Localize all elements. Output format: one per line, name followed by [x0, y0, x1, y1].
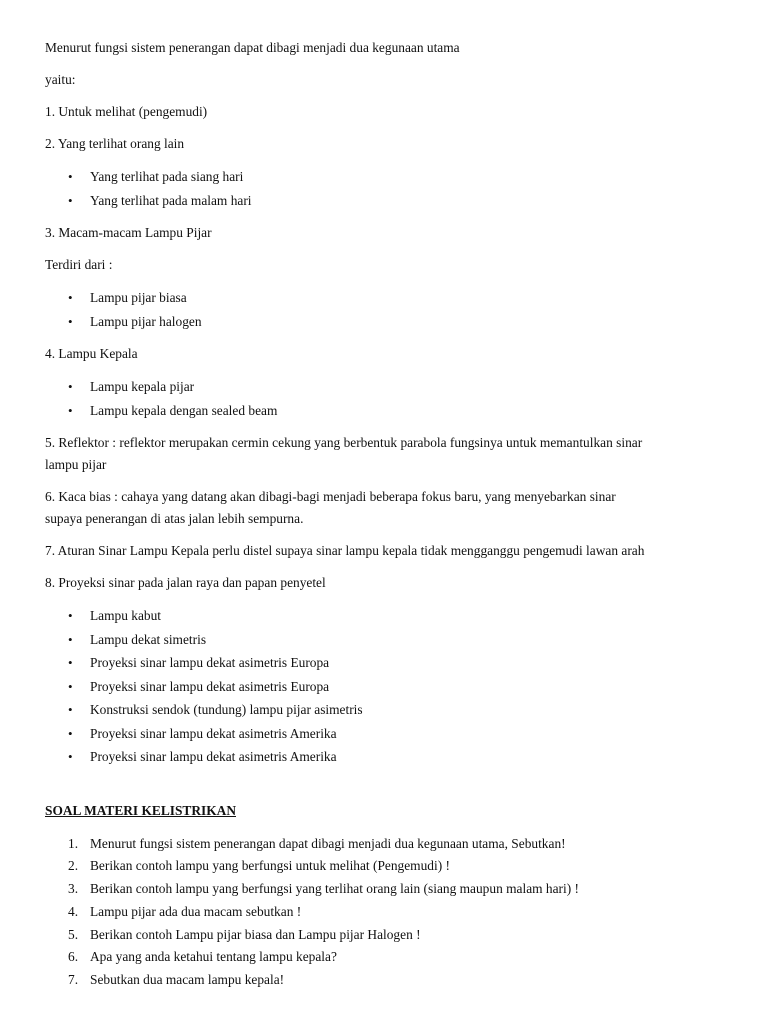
item-6-line: 6. Kaca bias : cahaya yang datang akan dibagi-bagi menjadi beberapa fokus baru, yang menyebarkan sinar [45, 489, 616, 504]
intro-continuation: yaitu: [45, 72, 76, 87]
bullet-text: Lampu kabut [90, 608, 162, 623]
bullet-text: Yang terlihat pada siang hari [90, 169, 244, 184]
bullet-item [45, 286, 725, 310]
bullet-item [45, 698, 725, 722]
bullet-text: Lampu pijar halogen [90, 313, 202, 329]
item-5 [45, 432, 725, 476]
bullet-item [45, 165, 725, 189]
bullet-item [45, 399, 725, 423]
bullet-text: Lampu dekat simetris [90, 631, 207, 647]
bullet-text: Proyeksi sinar lampu dekat asimetris Amerika [90, 725, 337, 741]
bullet-text: Proyeksi sinar lampu dekat asimetris Europa [90, 678, 330, 694]
bullet-icon: • [68, 608, 73, 623]
bullet-item [45, 375, 725, 399]
question-item [45, 946, 725, 969]
intro-line: Menurut fungsi sistem penerangan dapat dibagi menjadi dua kegunaan utama [45, 40, 460, 55]
bullet-icon: • [68, 313, 73, 329]
bullet-icon: • [68, 678, 73, 694]
question-text: Berikan contoh lampu yang berfungsi yang terlihat orang lain (siang maupun malam hari) ! [90, 881, 579, 897]
bullet-item [45, 604, 725, 628]
question-number: 1. [68, 835, 79, 851]
question-number: 7. [68, 972, 79, 988]
bullet-icon: • [68, 192, 73, 208]
question-number: 2. [68, 858, 79, 874]
bullet-text: Lampu kepala pijar [90, 379, 195, 394]
question-item [45, 924, 725, 947]
bullet-icon: • [68, 631, 73, 647]
bullet-text: Proyeksi sinar lampu dekat asimetris Europa [90, 655, 330, 670]
question-number: 3. [68, 881, 79, 897]
bullet-icon: • [68, 402, 73, 418]
bullet-item [45, 675, 725, 699]
item-6-line: supaya penerangan di atas jalan lebih sempurna. [45, 511, 304, 526]
question-item [45, 878, 725, 901]
item-1: 1. Untuk melihat (pengemudi) [45, 104, 208, 119]
question-number: 4. [68, 903, 79, 919]
item-5-line: 5. Reflektor : reflektor merupakan cermin cekung yang berbentuk parabola fungsinya untuk memantulkan sinar [45, 435, 643, 450]
item-2: 2. Yang terlihat orang lain [45, 136, 185, 151]
bullet-icon: • [68, 290, 73, 305]
bullet-icon: • [68, 655, 73, 670]
item-8-bullet-list [45, 604, 725, 769]
item-4-bullet-list [45, 375, 725, 422]
bullet-item [45, 651, 725, 675]
bullet-icon: • [68, 169, 73, 184]
question-text: Berikan contoh lampu yang berfungsi untuk melihat (Pengemudi) ! [90, 858, 450, 874]
item-3-bullet-list [45, 286, 725, 333]
question-item [45, 969, 725, 992]
bullet-icon: • [68, 749, 73, 764]
question-text: Lampu pijar ada dua macam sebutkan ! [90, 903, 302, 919]
item-7: 7. Aturan Sinar Lampu Kepala perlu distel supaya sinar lampu kepala tidak mengganggu pengemudi lawan arah [45, 543, 645, 558]
question-item [45, 833, 725, 856]
question-item [45, 901, 725, 924]
item-2-bullet-list [45, 165, 725, 212]
bullet-item [45, 310, 725, 334]
question-text: Sebutkan dua macam lampu kepala! [90, 972, 285, 988]
bullet-icon: • [68, 725, 73, 741]
bullet-item [45, 722, 725, 746]
questions-list [45, 833, 725, 993]
item-6 [45, 486, 725, 530]
questions-heading: SOAL MATERI KELISTRIKAN [45, 802, 236, 818]
bullet-text: Yang terlihat pada malam hari [90, 192, 252, 208]
item-4: 4. Lampu Kepala [45, 346, 138, 361]
item-3-subtitle: Terdiri dari : [45, 257, 113, 272]
bullet-item [45, 628, 725, 652]
bullet-text: Proyeksi sinar lampu dekat asimetris Amerika [90, 749, 337, 764]
bullet-text: Lampu kepala dengan sealed beam [90, 402, 278, 418]
bullet-icon: • [68, 702, 73, 717]
question-number: 5. [68, 926, 79, 942]
item-8: 8. Proyeksi sinar pada jalan raya dan papan penyetel [45, 575, 326, 590]
question-number: 6. [68, 949, 79, 965]
item-3: 3. Macam-macam Lampu Pijar [45, 225, 212, 240]
question-text: Berikan contoh Lampu pijar biasa dan Lampu pijar Halogen ! [90, 926, 421, 942]
question-text: Apa yang anda ketahui tentang lampu kepala? [90, 949, 337, 965]
bullet-icon: • [68, 379, 73, 394]
question-item [45, 855, 725, 878]
bullet-text: Konstruksi sendok (tundung) lampu pijar asimetris [90, 702, 363, 717]
bullet-text: Lampu pijar biasa [90, 290, 187, 305]
question-text: Menurut fungsi sistem penerangan dapat dibagi menjadi dua kegunaan utama, Sebutkan! [90, 835, 566, 851]
bullet-item [45, 745, 725, 769]
document-page [45, 37, 725, 992]
item-5-line: lampu pijar [45, 457, 107, 472]
bullet-item [45, 189, 725, 213]
